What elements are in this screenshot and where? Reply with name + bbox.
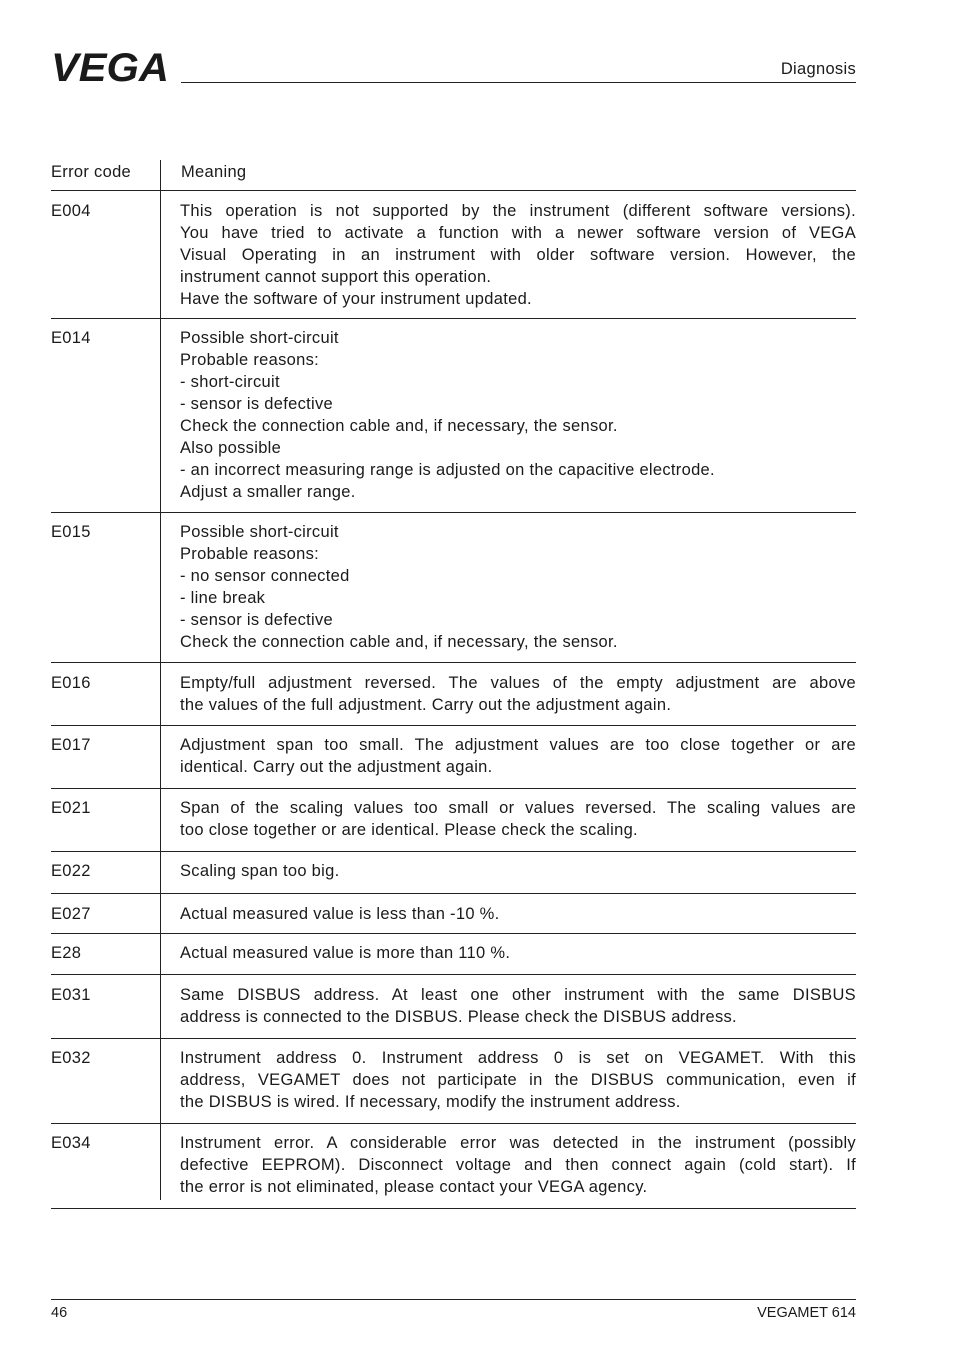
table-row: [51, 1039, 856, 1124]
table-row: [51, 726, 856, 789]
meaning-line: Probable reasons:: [180, 351, 320, 369]
table-row: [51, 894, 856, 934]
meaning-line: - line break: [180, 589, 266, 607]
meaning-line: identical. Carry out the adjustment again.: [180, 758, 493, 776]
table-row: [51, 934, 856, 975]
table-row: [51, 319, 856, 513]
meaning-line: - short-circuit: [180, 373, 280, 391]
meaning-line: Instrument address 0. Instrument address 0 is set on VEGAMET. With this: [180, 1049, 856, 1067]
error-code: E022: [51, 862, 91, 880]
meaning-line: Scaling span too big.: [180, 862, 340, 880]
error-code: E027: [51, 905, 91, 923]
meaning-line: Have the software of your instrument updated.: [180, 290, 532, 308]
header-error-code: Error code: [51, 163, 132, 181]
meaning-line: - sensor is defective: [180, 611, 334, 629]
meaning-line: Adjust a smaller range.: [180, 483, 356, 501]
meaning-line: This operation is not supported by the instrument (different software versions).: [180, 202, 856, 220]
meaning-line: - sensor is defective: [180, 395, 334, 413]
header-meaning: Meaning: [181, 163, 247, 181]
error-meaning: [180, 984, 856, 1028]
error-code: E017: [51, 736, 91, 754]
error-meaning: [180, 200, 856, 310]
meaning-line: Same DISBUS address. At least one other instrument with the same DISBUS: [180, 986, 856, 1004]
error-code: E014: [51, 329, 91, 347]
meaning-line: too close together or are identical. Please check the scaling.: [180, 821, 638, 839]
table-row: [51, 975, 856, 1039]
meaning-line: defective EEPROM). Disconnect voltage and then connect again (cold start). If: [180, 1156, 856, 1174]
table-row: [51, 852, 856, 894]
table-row: [51, 513, 856, 663]
error-code-table: [51, 160, 856, 1209]
meaning-line: Span of the scaling values too small or values reversed. The scaling values are: [180, 799, 856, 817]
error-meaning: [180, 521, 856, 653]
logo-text: VEGA: [51, 50, 169, 84]
vega-logo: [51, 50, 171, 84]
meaning-line: - no sensor connected: [180, 567, 350, 585]
error-meaning: [180, 327, 856, 503]
product-name: VEGAMET 614: [757, 1305, 856, 1321]
error-code: E032: [51, 1049, 91, 1067]
meaning-line: Possible short-circuit: [180, 523, 339, 541]
meaning-line: Possible short-circuit: [180, 329, 339, 347]
error-code: E031: [51, 986, 91, 1004]
meaning-line: instrument cannot support this operation.: [180, 268, 492, 286]
table-body: [51, 191, 856, 1209]
meaning-line: the values of the full adjustment. Carry out the adjustment again.: [180, 696, 672, 714]
header-rule: [181, 82, 856, 83]
error-code: E016: [51, 674, 91, 692]
meaning-line: Also possible: [180, 439, 282, 457]
error-meaning: [180, 1132, 856, 1198]
table-row: [51, 663, 856, 726]
meaning-line: Empty/full adjustment reversed. The values of the empty adjustment are above: [180, 674, 856, 692]
meaning-line: address, VEGAMET does not participate in the DISBUS communication, even if: [180, 1071, 856, 1089]
meaning-line: the DISBUS is wired. If necessary, modify the instrument address.: [180, 1093, 681, 1111]
meaning-line: - an incorrect measuring range is adjusted on the capacitive electrode.: [180, 461, 715, 479]
table-row: [51, 789, 856, 852]
meaning-line: Check the connection cable and, if necessary, the sensor.: [180, 417, 618, 435]
table-row: [51, 191, 856, 319]
table-row: [51, 1124, 856, 1209]
error-code: E034: [51, 1134, 91, 1152]
error-meaning: [180, 734, 856, 778]
meaning-line: Actual measured value is more than 110 %.: [180, 944, 511, 962]
error-code: E004: [51, 202, 91, 220]
error-meaning: [180, 942, 856, 964]
meaning-line: Actual measured value is less than -10 %.: [180, 905, 500, 923]
error-meaning: [180, 1047, 856, 1113]
meaning-line: Adjustment span too small. The adjustment values are too close together or are: [180, 736, 856, 754]
meaning-line: Probable reasons:: [180, 545, 320, 563]
meaning-line: Visual Operating in an instrument with older software version. However, the: [180, 246, 856, 264]
error-meaning: [180, 672, 856, 716]
table-header: [51, 160, 856, 191]
page-number: 46: [51, 1305, 68, 1321]
meaning-line: the error is not eliminated, please contact your VEGA agency.: [180, 1178, 648, 1196]
meaning-line: address is connected to the DISBUS. Please check the DISBUS address.: [180, 1008, 737, 1026]
section-title: Diagnosis: [780, 60, 856, 78]
meaning-line: Check the connection cable and, if necessary, the sensor.: [180, 633, 618, 651]
error-meaning: [180, 860, 856, 882]
error-code: E28: [51, 944, 82, 962]
footer-rule: [51, 1299, 856, 1300]
error-meaning: [180, 903, 856, 925]
error-code: E015: [51, 523, 91, 541]
meaning-line: You have tried to activate a function with a newer software version of VEGA: [180, 224, 856, 242]
error-meaning: [180, 797, 856, 841]
meaning-line: Instrument error. A considerable error was detected in the instrument (possibly: [180, 1134, 856, 1152]
error-code: E021: [51, 799, 91, 817]
